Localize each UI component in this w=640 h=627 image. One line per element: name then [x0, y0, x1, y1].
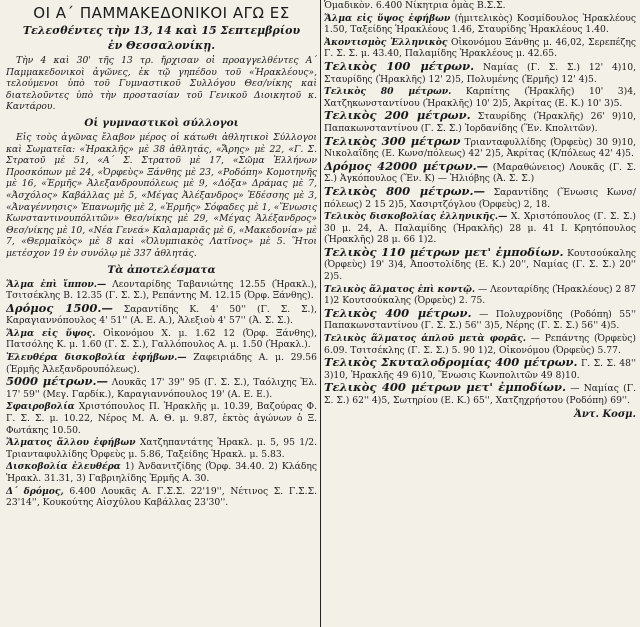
result-text: 6.400 Λουκᾶς Α. Γ.Σ.Σ. 22'19'', Νέτινος Σ. Γ.Σ.Σ. 23'14'', Κουκούτης Αἰσχύλου Καβάλλας 23'30''.	[6, 485, 317, 509]
result-event: Δρόμος 1500.—	[6, 300, 113, 315]
result-entry	[6, 300, 317, 327]
intro-paragraph: Τὴν 4 καὶ 30' τῆς 13 τρ. ἤρχισαν οἱ προαγγελθέντες Α΄ Παμμακεδονικοὶ ἀγῶνες, ἐκ τῷ γηπέδου τοῦ «Ἡρακλέους», τελούμενοι ὑπὸ τοῦ Γυμναστικοῦ Συλλόγου Θεσ/νίκης καὶ διατελοῦντες ὑπὸ τὴν προστασίαν τοῦ Γενικοῦ Διοικητοῦ κ. Καντάρου.	[6, 55, 317, 113]
result-text: — Ναμίας (Γ. Σ. Σ.) 62'' 4)5, Σωτηρίου (Ε. Κ.) 65'', Χατζηχρήστου (Ροδόπη) 69''.	[324, 383, 636, 406]
result-entry	[324, 211, 636, 246]
result-event: Τελικὸς 300 μέτρων	[324, 133, 461, 148]
result-text: (Μαραθώνειος) Λουκᾶς (Γ. Σ. Σ.) Ἀγκόπουλος (Ἕν. Κ) — Ἡλιόβης (Ἀ. Σ. Σ.)	[324, 161, 636, 185]
result-text: Γ. Σ. Σ. 48'' 3)10, Ἡρακλῆς 49 6)10, Ἕνωσις Κωνπολιτῶν 49 8)10.	[324, 358, 636, 381]
result-entry	[324, 183, 636, 210]
result-event: Τελικὸς ἅλματος ἐπὶ κοντῷ.	[324, 283, 476, 295]
left-results-list	[6, 279, 317, 509]
result-text: Ζαφειριάδης Α. μ. 29.56 (Ἑρμῆς Ἀλεξανδρουπόλεως).	[6, 352, 317, 375]
result-text: Χατζηπαντάτης Ἡρακλ. μ. 5, 95 1/2. Τριανταφυλλίδης Ὀρφεὺς μ. 5.86, Ταξείδης Ἡρακλ. μ. 5.83.	[6, 437, 317, 460]
result-text: — Λεονταρίδης (Ἡρακλέους) 2 87 1)2 Κουτσούκαλης (Ὀρφεὺς) 2. 75.	[324, 283, 636, 307]
result-entry	[324, 244, 636, 283]
result-event: Ἅλματος ἄλλου ἐφήβων	[6, 437, 136, 449]
result-event: Σφαιροβολία	[6, 401, 75, 413]
result-text: Χριστόπουλος Π. Ἡρακλῆς μ. 10.39, Βαζούρας Φ. Γ. Σ. Σ. μ. 10.22, Νέρος Μ. Α. Θ. μ. 9.87, ἐκτὸς ἀγώνων ὁ Ξ. Φωτάκης 10.50.	[6, 401, 317, 436]
result-entry	[324, 86, 636, 109]
result-entry	[6, 352, 317, 375]
result-entry	[324, 305, 636, 332]
result-entry	[324, 284, 636, 307]
result-event: Δρόμος 42000 μέτρων.—	[324, 158, 489, 173]
result-entry	[6, 437, 317, 460]
result-entry	[324, 0, 636, 12]
result-text: Τριανταφυλλίδης (Ὀρφεὺς) 30 9)10, Νικολαΐδης (Ε. Κωνσ/πόλεως) 42' 2)5, Ἀκρίτας (Κ/πόλεως 42' 4)5.	[324, 136, 636, 160]
result-entry	[6, 376, 317, 400]
result-text: Ὁμαδικὸν. 6.400 Νίκητρια ὁμὰς Β.Σ.Σ.	[324, 0, 506, 11]
result-event: Ἅλμα ἐπὶ ἵππον.—	[6, 278, 107, 290]
result-event: Τελικὸς 400 μέτρων μετ' ἐμποδίων.	[324, 380, 566, 395]
clubs-paragraph: Εἰς τοὺς ἀγῶνας ἔλαβον μέρος οἱ κάτωθι ἀθλητικοὶ Σύλλογοι καὶ Σωματεῖα: «Ἡρακλῆς» μὲ 38 ἀθλητάς, «Ἄρης» μὲ 22, «Γ. Σ. Στρατοῦ μὲ 51, «Α΄ Σ. Στρατοῦ μὲ 17, «Σῶμα Ἑλλήνων Προσκόπων μὲ 24, «Ὀρφεὺς» Ξάνθης μὲ 23, «Ροδόπη» Κομοτηνῆς μὲ 16, «Ἑρμῆς» Ἀλεξανδρουπόλεως μὲ 9, «Δόξα» Δράμας μὲ 7, «Ἀσχόλος» Καβάλλας μὲ 5, «Μέγας Ἀλέξανδρος» Ἐδέσσης μὲ 3, «Ἀναγέννησις» Ἐπανωμῆς μὲ 2, «Ἑρμῆς» Σόφαδες μὲ 1, «Ἕνωσις Κωνσταντινουπόλιτῶν» Θεσ/νίκης μὲ 29, «Μέγας Ἀλέξανδρος» Θεσ/νίκης μὲ 10, «Νέα Γενεά» Καλαμαριᾶς μὲ 6, «Μακεδονία» μὲ 7, «Θερμαϊκὸς» μὲ 8 καὶ «Ὀλυμπιακὸς Λατῖνος» μὲ 5. Ἥτοι μετέσχον 19 ἐν συνόλῳ μὲ 337 ἀθλητάς.	[6, 131, 317, 259]
result-entry	[324, 158, 636, 185]
result-event: Τελικὸς 100 μέτρων.	[324, 58, 475, 73]
result-event: Τελικὸς ἅλματος ἁπλοῦ μετὰ φορᾶς.	[324, 333, 526, 345]
result-event: Τελικὸς 110 μέτρων μετ' ἐμποδίων.	[324, 244, 564, 259]
article-title: ΟΙ Α΄ ΠΑΜΜΑΚΕΔΟΝΙΚΟΙ ΑΓΩ ΕΣ	[33, 4, 290, 22]
result-text: Λεονταρίδης Ταβανιώτης 12.55 (Ἡρακλ.), Τσιτσέκλης Β. 12.35 (Γ. Σ. Σ.), Ρεπάντης Μ. 12.15 (Ὀρφ. Ξάνθης).	[6, 278, 317, 302]
result-text: Λουκᾶς 17' 39'' 95 (Γ. Σ. Σ.), Ταόλιχης Ἐλ. 17' 59'' (Μεγ. Γαρδίκ.), Καραγιαννόπουλος 19' (Α. Ε. Ε.).	[6, 377, 317, 400]
article-subtitle-2: ἐν Θεσσαλονίκῃ.	[107, 39, 216, 52]
article-subtitle-1: Τελεσθέντες τὴν 13, 14 καὶ 15 Σεπτεμβρίου	[22, 24, 301, 37]
result-event: Ἅλμα εἰς ὕψος.	[6, 327, 96, 339]
result-text: Κουτσούκαλης (Ὀρφεὺς) 19' 3)4, Ἀποστολίδης (Ε. Κ.) 20'', Ναμίας (Γ. Σ. Σ.) 20'' 2)5.	[324, 247, 636, 283]
result-text: Σταυρίδης (Ἡρακλῆς) 26' 9)10, Παπακωνσταντίνου (Γ. Σ. Σ.) Ἰορδανίδης (Ἕν. Κπολιτῶν).	[324, 111, 636, 134]
left-column	[6, 0, 317, 627]
result-text: Σαραντίδης (Ἕνωσις Κωνσ/πόλεως) 2 15 2)5, Χασιρτζόγλου (Ὀρφεὺς) 2, 18.	[324, 186, 636, 210]
result-entry	[324, 13, 636, 36]
result-event: 5000 μέτρων.—	[6, 374, 109, 389]
result-event: Τελικὸς Σκυταλοδρομίας 400 μέτρων.	[324, 355, 578, 370]
result-entry	[324, 357, 636, 381]
column-divider	[320, 0, 321, 627]
result-entry	[324, 37, 636, 60]
result-entry	[6, 401, 317, 436]
result-entry	[324, 58, 636, 85]
result-entry	[324, 110, 636, 134]
result-event: Ἅλμα εἰς ὕψος ἐφήβων	[324, 12, 451, 24]
result-text: Οἰκονόμου Ξάνθης μ. 46,02, Σερεπέζης Γ. Σ. Σ. μ. 43.40, Παλαμίδης Ἡρακλέους μ. 42.65.	[324, 36, 636, 60]
clubs-heading: Οἱ γυμναστικοὶ σύλλογοι	[84, 116, 239, 129]
result-text: Οἰκονόμου Χ. μ. 1.62 12 (Ὀρφ. Ξάνθης), Πατσόλης Κ. μ. 1.60 (Γ. Σ. Σ.), Γαλλόπουλος Α. μ. 1.50 (Ἡρακλ.).	[6, 327, 317, 351]
result-text: Ναμίας (Γ. Σ. Σ.) 12' 4)10, Σταυρίδης (Ἡρακλῆς) 12' 2)5, Πολυμένης (Ἑρμῆς) 12' 4)5.	[324, 61, 636, 85]
result-entry	[6, 279, 317, 302]
result-entry	[6, 486, 317, 509]
result-event: Τελικὸς δισκοβολίας ἑλληνικῆς.—	[324, 211, 508, 223]
result-text: Καρπίτης (Ἡρακλῆς) 10' 3)4, Χατζηκωνσταντίνου (Ἡρακλῆς) 10' 2)5, Ἀκρίτας (Ε. Κ.) 10' 3)5.	[324, 86, 636, 109]
result-event: Τελικὸς 800 μέτρων.—	[324, 183, 486, 198]
result-text: — Ρεπάντης (Ὀρφεὺς) 6.09. Τσιτσέκλης (Γ. Σ. Σ.) 5. 90 1)2, Οἰκονόμου (Ὀρφεὺς) 5.77.	[324, 333, 636, 356]
result-entry	[6, 328, 317, 351]
result-entry	[324, 333, 636, 356]
result-event: Δ΄ δρόμος,	[6, 485, 64, 497]
result-text: (ἡμιτελικὸς) Κοσμίδουλος Ἡρακλέους 1.50, Ταξείδης Ἡρακλέους 1.46, Σταυρίδης Ἡρακλέους 1.40.	[324, 12, 636, 36]
right-column	[324, 0, 636, 627]
result-text: Χ. Χριστόπουλος (Γ. Σ. Σ.) 30 μ. 24, Α. Παλαμίδης (Ἡρακλῆς) 28 μ. 41 Ι. Κρητόπουλος (Ἡρακλῆς) 28 μ. 66 1)2.	[324, 211, 636, 246]
result-event: Ἀκοντισμὸς Ἑλληνικὸς	[324, 36, 448, 48]
result-text: Σαραντίδης Κ. 4' 50'' (Γ. Σ. Σ.), Καραγιαννόπουλος 4' 51'' (Α. Ε. Α.), Ἀλεξιοὺ 4' 57'' (Ἀ. Σ. Σ.).	[6, 303, 317, 327]
author-signature: Ἀντ. Κοσμ.	[574, 408, 636, 420]
result-text: — Πολυχρονίδης (Ροδόπη) 55'' Παπακωνσταντίνου (Γ. Σ. Σ.) 56'' 3)5, Νέρης (Γ. Σ. Σ.) 56'' 4)5.	[324, 308, 636, 332]
result-event: Τελικὸς 200 μέτρων.	[324, 108, 471, 123]
result-entry	[324, 382, 636, 406]
result-event: Ἐλευθέρα δισκοβολία ἐφήβων.—	[6, 352, 187, 364]
result-event: Τελικὸς 80 μέτρων.	[324, 86, 452, 98]
result-text: 1) Ἀνδανιτζίδης (Ὀρφ. 34.40. 2) Κλάδης Ἡρακλ. 31.31, 3) Γαβριηλίδης Ἑρμῆς Α. 30.	[6, 461, 317, 484]
result-event: Δισκοβολία ἐλευθέρα	[6, 461, 121, 473]
right-results-list	[324, 0, 636, 407]
result-entry	[6, 461, 317, 484]
result-entry	[324, 133, 636, 160]
result-event: Τελικὸς 400 μέτρων.	[324, 305, 472, 320]
results-heading: Τὰ ἀποτελέσματα	[107, 263, 216, 276]
